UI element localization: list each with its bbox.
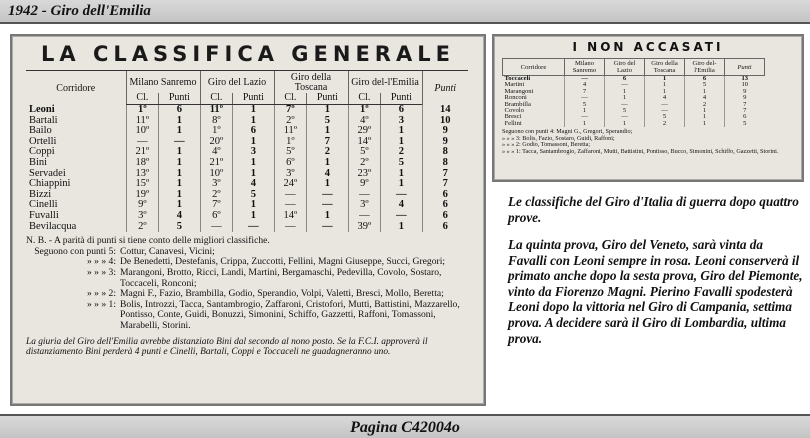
cell: 1 xyxy=(381,222,422,233)
cell: — xyxy=(605,82,645,88)
list-item: Seguono con punti 4: Magni G., Gregori, Sperandio; xyxy=(502,128,633,136)
cell: 1 xyxy=(159,190,200,201)
main-classification-clipping xyxy=(10,34,486,406)
cell: — xyxy=(565,114,605,120)
cell: 1 xyxy=(645,82,685,88)
cell: 1º xyxy=(200,126,233,137)
cell: — xyxy=(605,102,645,108)
cell: 11º xyxy=(126,116,159,127)
rider-name: Bini xyxy=(29,156,48,168)
cell: 5 xyxy=(605,108,645,114)
cell: 7º xyxy=(200,200,233,211)
cell: 7 xyxy=(725,108,765,114)
cell: 2º xyxy=(126,222,159,233)
cell: — xyxy=(274,222,307,233)
cell: 1 xyxy=(645,89,685,95)
cell: 5 xyxy=(565,102,605,108)
cell: 1 xyxy=(159,169,200,180)
cell: 21º xyxy=(200,158,233,169)
cell: 21º xyxy=(126,147,159,158)
cell: 3 xyxy=(233,147,274,158)
cell: 1 xyxy=(159,179,200,190)
cell: 1 xyxy=(233,200,274,211)
cell: — xyxy=(307,190,348,201)
cell: 6 xyxy=(381,105,422,116)
cell: 7 xyxy=(725,102,765,108)
rider-list: Bolis, Introzzi, Tacca, Santambrogio, Zaffaroni, Cristofori, Mutti, Battistini, Mazzarello, Pontisso, Conte, Guidi, Bonuzzi, Simonini, Schiffo, Gazzetti, Raffoni, Tomassoni, Marabelli, Storini. xyxy=(120,298,460,331)
cell: 1 xyxy=(233,105,274,116)
cell: 1 xyxy=(565,121,605,127)
points-prefix: » » » 1: xyxy=(86,298,116,310)
list-item: » » » 2: Godio, Tomassoni, Beretta; xyxy=(502,141,591,149)
total-points: 9 xyxy=(422,137,468,148)
cell: 1 xyxy=(233,169,274,180)
cell: 8º xyxy=(200,116,233,127)
col-race-3: Giro della Toscana xyxy=(645,59,685,76)
cell: 6 xyxy=(159,105,200,116)
cell: — xyxy=(645,108,685,114)
sub-punti: Punti xyxy=(233,93,274,105)
cell: 19º xyxy=(126,190,159,201)
cell: 4 xyxy=(159,211,200,222)
col-race-3: Giro della Toscana xyxy=(274,71,348,94)
cell: 1 xyxy=(159,147,200,158)
cell: 6 xyxy=(725,114,765,120)
points-prefix: Seguono con punti 5: xyxy=(34,245,116,257)
cell: 1 xyxy=(233,211,274,222)
rider-name: Bevilacqua xyxy=(29,220,77,232)
total-points: 7 xyxy=(422,169,468,180)
total-points: 6 xyxy=(422,211,468,222)
cell: — xyxy=(645,102,685,108)
points-prefix: » » » 4: xyxy=(86,256,116,268)
total-points: 6 xyxy=(422,190,468,201)
total-points: 9 xyxy=(422,126,468,137)
table-row xyxy=(26,222,468,233)
cell: 5 xyxy=(381,158,422,169)
col-race-1: Milano Sanremo xyxy=(126,71,200,94)
cell: 1º xyxy=(348,105,381,116)
cell: 1 xyxy=(159,116,200,127)
cell: 1 xyxy=(381,169,422,180)
cell: 7º xyxy=(274,105,307,116)
list-item: » » » 3: Bolis, Fazio, Sostaro, Guidi, Raffoni; xyxy=(502,134,615,142)
cell: 2º xyxy=(348,158,381,169)
cell: — xyxy=(274,190,307,201)
cell: 1 xyxy=(685,108,725,114)
cell: — xyxy=(307,222,348,233)
cell: 6º xyxy=(274,158,307,169)
sub-cl: Cl. xyxy=(348,93,381,105)
cell: 11º xyxy=(200,105,233,116)
total-points: 7 xyxy=(422,179,468,190)
caption-story: La quinta prova, Giro del Veneto, sarà vinta da Favalli con Leoni sempre in rosa. Leoni conserverà il primato anche dopo la sesta prova, Giro del Piemonte, vinto da Fiorenzo Magni. Pierino Favalli spodesterà Leoni dopo la vittoria nel Giro di Campania, settima prova. A decidere sarà il Giro di Lombardia, ultima prova. xyxy=(508,237,803,346)
total-points: 6 xyxy=(422,200,468,211)
col-race-4: Giro del-l'Emilia xyxy=(685,59,725,76)
rider-list: De Benedetti, Destefanis, Crippa, Zuccotti, Fellini, Magni Giuseppe, Succi, Gregori; xyxy=(120,256,446,268)
cell: 1 xyxy=(307,105,348,116)
cell: 1 xyxy=(645,76,685,83)
sub-punti: Punti xyxy=(307,93,348,105)
cell: — xyxy=(565,76,605,83)
rider-name: Coppi xyxy=(29,146,55,158)
rider-name: Martini xyxy=(504,81,525,89)
non-accasati-title: I NON ACCASATI xyxy=(572,40,724,54)
cell: 2 xyxy=(685,102,725,108)
rider-name: Bailo xyxy=(29,125,52,137)
table-row xyxy=(503,76,765,83)
cell: 2º xyxy=(274,116,307,127)
list-item xyxy=(26,300,474,332)
cell: 5 xyxy=(307,116,348,127)
cell: — xyxy=(200,222,233,233)
cell: 1 xyxy=(307,179,348,190)
col-corridore: Corridore xyxy=(26,71,126,105)
total-points: 8 xyxy=(422,158,468,169)
rider-name: Marangoni xyxy=(504,87,534,95)
cell: 23º xyxy=(348,169,381,180)
cell: 4 xyxy=(565,82,605,88)
rider-name: Fellini xyxy=(504,119,522,127)
cell: 2 xyxy=(645,121,685,127)
page-number: Pagina C42004o xyxy=(350,419,460,436)
rider-name: Cinelli xyxy=(29,199,58,211)
cell: 5 xyxy=(685,82,725,88)
footer-bar xyxy=(0,414,810,438)
rider-name: Servadei xyxy=(29,167,66,179)
cell: 3º xyxy=(126,211,159,222)
rider-name: Toccaceli xyxy=(504,75,531,82)
cell: 15º xyxy=(126,179,159,190)
cell: 4 xyxy=(381,200,422,211)
cell: 4º xyxy=(200,147,233,158)
cell: 5º xyxy=(274,147,307,158)
non-accasati-clipping xyxy=(492,34,804,182)
total-points: 10 xyxy=(422,116,468,127)
cell: 10º xyxy=(200,169,233,180)
jury-footnote: La giuria del Giro dell'Emilia avrebbe distanziato Bini dal secondo al nono posto. Se la F.C.I. approverà il distanziamento Bini perderà 4 punti e Cinelli, Bartali, Coppi e Toccaceli ne guadagneranno uno. xyxy=(26,337,428,358)
rider-list: Marangoni, Brotto, Ricci, Landi, Martini, Bergamaschi, Pedevilla, Covolo, Sostaro, Toccaceli, Ronconi; xyxy=(120,266,442,289)
cell: — xyxy=(233,222,274,233)
sub-punti: Punti xyxy=(381,93,422,105)
cell: 24º xyxy=(274,179,307,190)
sub-cl: Cl. xyxy=(274,93,307,105)
cell: — xyxy=(307,200,348,211)
cell: — xyxy=(381,190,422,201)
cell: 4 xyxy=(645,95,685,101)
rider-name: Leoni xyxy=(29,103,55,115)
list-item xyxy=(26,268,474,289)
col-punti: Punti xyxy=(725,59,765,76)
rider-name: Bartali xyxy=(29,114,58,126)
table-row xyxy=(26,158,468,169)
sub-punti: Punti xyxy=(159,93,200,105)
cell: 3º xyxy=(200,179,233,190)
rider-list: Cottur, Canavesi, Vicini; xyxy=(120,245,215,257)
cell: 10 xyxy=(725,82,765,88)
caption-intro: Le classifiche del Giro d'Italia di guerra dopo quattro prove. xyxy=(508,194,799,225)
cell: — xyxy=(381,211,422,222)
rider-name: Chiappini xyxy=(29,178,71,190)
cell: 1 xyxy=(381,179,422,190)
cell: — xyxy=(348,211,381,222)
cell: 9 xyxy=(725,95,765,101)
cell: 14º xyxy=(274,211,307,222)
nb-note: N. B. - A parità di punti si tiene conto delle migliori classifiche. xyxy=(26,235,270,247)
cell: 3 xyxy=(381,116,422,127)
cell: 2 xyxy=(381,147,422,158)
table-row xyxy=(26,105,468,116)
col-race-1: Milano Sanremo xyxy=(565,59,605,76)
cell: 3º xyxy=(274,169,307,180)
classification-table xyxy=(26,70,468,232)
cell: 1 xyxy=(159,126,200,137)
rider-name: Bresci xyxy=(504,113,522,121)
col-race-4: Giro del-l'Emilia xyxy=(348,71,422,94)
cell: 1 xyxy=(233,116,274,127)
cell: 1 xyxy=(233,158,274,169)
sub-cl: Cl. xyxy=(200,93,233,105)
cell: 1 xyxy=(685,121,725,127)
cell: 9º xyxy=(348,179,381,190)
total-points: 6 xyxy=(422,222,468,233)
cell: 1 xyxy=(685,114,725,120)
cell: 3º xyxy=(348,200,381,211)
cell: 1 xyxy=(565,108,605,114)
cell: 1 xyxy=(605,121,645,127)
cell: 1º xyxy=(274,137,307,148)
col-punti: Punti xyxy=(422,71,468,105)
cell: 4º xyxy=(348,116,381,127)
cell: 18º xyxy=(126,158,159,169)
cell: 29º xyxy=(348,126,381,137)
rider-name: Bizzi xyxy=(29,188,52,200)
table-row xyxy=(26,211,468,222)
cell: 20º xyxy=(200,137,233,148)
rider-name: Fuvalli xyxy=(29,209,59,221)
cell: — xyxy=(605,114,645,120)
cell: 11º xyxy=(274,126,307,137)
table-row xyxy=(503,121,765,127)
cell: 14º xyxy=(348,137,381,148)
cell: 9 xyxy=(725,89,765,95)
cell: — xyxy=(159,137,200,148)
cell: — xyxy=(565,95,605,101)
rider-list: Magni F., Fazio, Brambilla, Godio, Sperandio, Volpi, Valetti, Bresci, Mollo, Beretta; xyxy=(120,288,444,300)
cell: 2º xyxy=(200,190,233,201)
cell: 5 xyxy=(159,222,200,233)
cell: 1 xyxy=(159,158,200,169)
cell: 1 xyxy=(307,211,348,222)
cell: 6 xyxy=(605,76,645,83)
cell: 39º xyxy=(348,222,381,233)
rider-name: Covolo xyxy=(504,107,524,115)
rider-name: Ronconi xyxy=(504,94,527,102)
cell: 1 xyxy=(381,126,422,137)
non-accasati-table xyxy=(502,58,765,127)
classification-title: LA CLASSIFICA GENERALE xyxy=(41,42,455,66)
cell: 5 xyxy=(725,121,765,127)
cell: 6 xyxy=(233,126,274,137)
cell: 1º xyxy=(126,105,159,116)
total-points: 8 xyxy=(422,147,468,158)
cell: — xyxy=(126,137,159,148)
list-item: » » » 1: Tacca, Santambrogio, Zaffaroni, Mutti, Battistini, Pontisso, Bucco, Simonini, Schiffo, Gazzetti, Storini. xyxy=(502,148,779,156)
cell: 13 xyxy=(725,76,765,83)
rider-name: Ortelli xyxy=(29,135,57,147)
cell: 6 xyxy=(685,76,725,83)
cell: 1 xyxy=(605,89,645,95)
cell: 10º xyxy=(126,126,159,137)
col-race-2: Giro del Lazio xyxy=(200,71,274,94)
cell: 1 xyxy=(233,137,274,148)
cell: 5 xyxy=(645,114,685,120)
sub-cl: Cl. xyxy=(126,93,159,105)
cell: 2 xyxy=(307,147,348,158)
cell: 13º xyxy=(126,169,159,180)
header-bar xyxy=(0,0,810,24)
cell: 7 xyxy=(565,89,605,95)
cell: 1 xyxy=(307,158,348,169)
cell: — xyxy=(274,200,307,211)
rider-name: Brambilla xyxy=(504,100,531,108)
cell: 1 xyxy=(605,95,645,101)
cell: 4 xyxy=(685,95,725,101)
classification-notes xyxy=(26,236,474,331)
cell: — xyxy=(348,190,381,201)
page-title: 1942 - Giro dell'Emilia xyxy=(8,3,151,19)
cell: 1 xyxy=(685,89,725,95)
total-points: 14 xyxy=(422,105,468,116)
cell: 6º xyxy=(200,211,233,222)
points-prefix: » » » 2: xyxy=(86,288,116,300)
cell: 1 xyxy=(381,137,422,148)
cell: 5 xyxy=(233,190,274,201)
cell: 4 xyxy=(307,169,348,180)
cell: 5º xyxy=(348,147,381,158)
cell: 9º xyxy=(126,200,159,211)
cell: 1 xyxy=(307,126,348,137)
cell: 4 xyxy=(233,179,274,190)
points-prefix: » » » 3: xyxy=(86,266,116,278)
cell: 7 xyxy=(307,137,348,148)
col-race-2: Giro del Lazio xyxy=(605,59,645,76)
non-accasati-notes xyxy=(502,129,794,155)
cell: 1 xyxy=(159,200,200,211)
col-corridore: Corridore xyxy=(503,59,565,76)
